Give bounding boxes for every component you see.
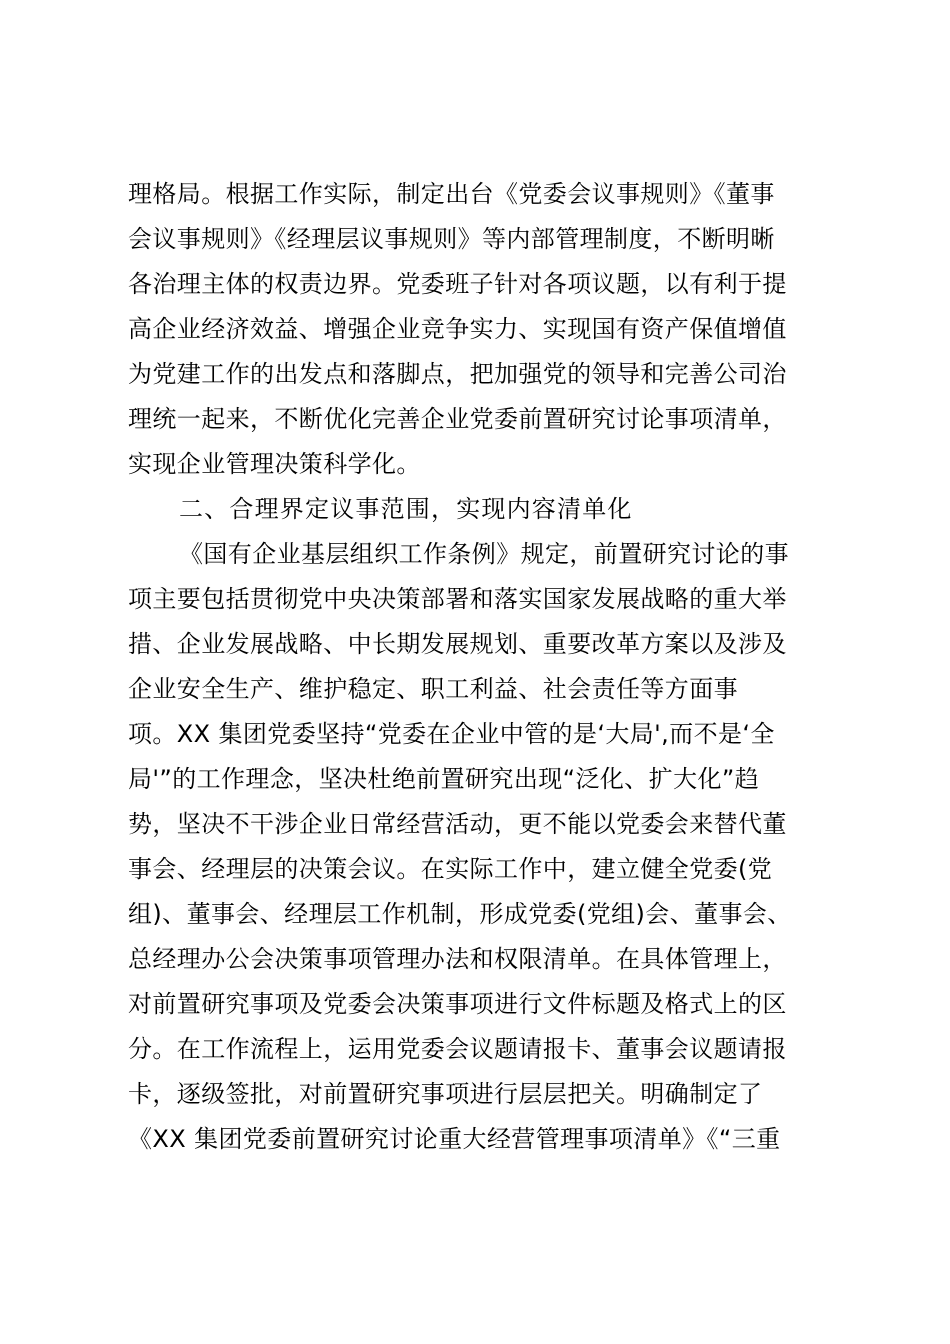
body-line: 措、企业发展战略、中长期发展规划、重要改革方案以及涉及 bbox=[128, 630, 787, 658]
body-line: 企业安全生产、维护稳定、职工利益、社会责任等方面事 bbox=[128, 675, 738, 703]
document-body bbox=[128, 172, 828, 1162]
body-line: 高企业经济效益、增强企业竞争实力、实现国有资产保值增值 bbox=[128, 315, 787, 343]
body-line: 理统一起来，不断优化完善企业党委前置研究讨论事项清单， bbox=[128, 405, 787, 433]
body-line: 会议事规则》《经理层议事规则》等内部管理制度，不断明晰 bbox=[128, 225, 775, 253]
body-line: 对前置研究事项及党委会决策事项进行文件标题及格式上的区 bbox=[128, 990, 787, 1018]
body-line: 理格局。根据工作实际，制定出台《党委会议事规则》《董事 bbox=[128, 180, 775, 208]
body-line: 项。XX 集团党委坚持“党委在企业中管的是‘大局',而不是‘全 bbox=[128, 720, 775, 748]
body-line: 《国有企业基层组织工作条例》规定，前置研究讨论的事 bbox=[179, 540, 789, 568]
body-line: 局'”的工作理念，坚决杜绝前置研究出现“泛化、扩大化”趋 bbox=[128, 765, 760, 793]
body-line: 实现企业管理决策科学化。 bbox=[128, 450, 421, 478]
body-line: 《XX 集团党委前置研究讨论重大经营管理事项清单》《“三重 bbox=[128, 1125, 781, 1153]
body-line: 为党建工作的出发点和落脚点，把加强党的领导和完善公司治 bbox=[128, 360, 787, 388]
section-heading: 二、合理界定议事范围，实现内容清单化 bbox=[179, 495, 633, 523]
body-line: 项主要包括贯彻党中央决策部署和落实国家发展战略的重大举 bbox=[128, 585, 787, 613]
body-line: 势，坚决不干涉企业日常经营活动，更不能以党委会来替代董 bbox=[128, 810, 787, 838]
body-line: 组)、董事会、经理层工作机制，形成党委(党组)会、董事会、 bbox=[128, 900, 792, 928]
body-line: 卡，逐级签批，对前置研究事项进行层层把关。明确制定了 bbox=[128, 1080, 763, 1108]
body-line: 分。在工作流程上，运用党委会议题请报卡、董事会议题请报 bbox=[128, 1035, 787, 1063]
body-line: 事会、经理层的决策会议。在实际工作中，建立健全党委(党 bbox=[128, 855, 773, 883]
body-line: 总经理办公会决策事项管理办法和权限清单。在具体管理上， bbox=[128, 945, 787, 973]
body-line: 各治理主体的权责边界。党委班子针对各项议题，以有利于提 bbox=[128, 270, 787, 298]
